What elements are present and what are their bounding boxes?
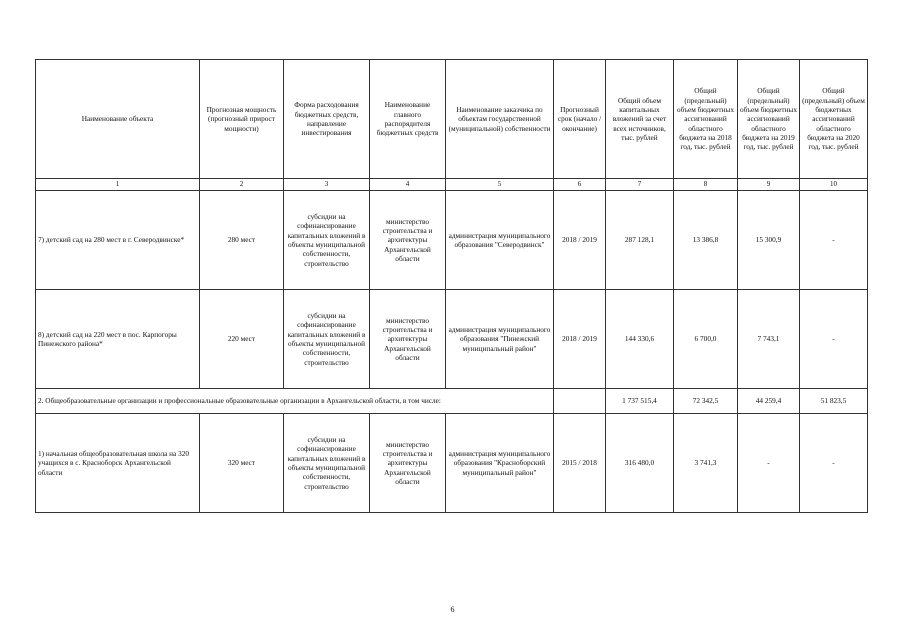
amount-2019: -	[738, 414, 800, 513]
header-cell: Общий объем капитальных вложений за счет всех источников, тыс. рублей	[606, 60, 674, 179]
column-number: 5	[446, 179, 554, 191]
term: 2015 / 2018	[554, 414, 606, 513]
header-cell: Общий (предельный) объем бюджетных ассигнований областного бюджета на 2020 год, тыс. рублей	[800, 60, 868, 179]
header-cell: Общий (предельный) объем бюджетных ассигнований областного бюджета на 2018 год, тыс. рублей	[674, 60, 738, 179]
column-number: 3	[284, 179, 370, 191]
column-number: 9	[738, 179, 800, 191]
header-cell: Наименование заказчика по объектам государственной (муниципальной) собственности	[446, 60, 554, 179]
column-number-row	[36, 179, 868, 191]
column-number: 2	[200, 179, 284, 191]
spending-form: субсидии на софинансирование капитальных вложений в объекты муниципальной собственности, строительство	[284, 414, 370, 513]
total-amount: 287 128,1	[606, 191, 674, 290]
header-row	[36, 60, 868, 179]
header-cell: Форма расходования бюджетных средств, направление инвестирования	[284, 60, 370, 179]
section-2019: 44 259,4	[738, 389, 800, 414]
section-total: 1 737 515,4	[606, 389, 674, 414]
budget-distributor: министерство строительства и архитектуры Архангельской области	[370, 290, 446, 389]
header-cell: Общий (предельный) объем бюджетных ассигнований областного бюджета на 2019 год, тыс. рублей	[738, 60, 800, 179]
spending-form: субсидии на софинансирование капитальных вложений в объекты муниципальной собственности, строительство	[284, 290, 370, 389]
object-name: 7) детский сад на 280 мест в г. Северодвинске*	[36, 191, 200, 290]
column-number: 10	[800, 179, 868, 191]
amount-2018: 13 386,8	[674, 191, 738, 290]
total-amount: 144 330,6	[606, 290, 674, 389]
page-number: 6	[450, 605, 455, 614]
section-row	[36, 389, 868, 414]
customer: администрация муниципального образования "Пинежский муниципальный район"	[446, 290, 554, 389]
customer: администрация муниципального образования "Северодвинск"	[446, 191, 554, 290]
header-cell: Наименование объекта	[36, 60, 200, 179]
amount-2020: -	[800, 290, 868, 389]
amount-2018: 3 741,3	[674, 414, 738, 513]
section-term	[554, 389, 606, 414]
budget-distributor: министерство строительства и архитектуры Архангельской области	[370, 191, 446, 290]
table-row	[36, 191, 868, 290]
term: 2018 / 2019	[554, 290, 606, 389]
header-cell: Прогнозная мощность (прогнозный прирост мощности)	[200, 60, 284, 179]
section-title: 2. Общеобразовательные организации и профессиональные образовательные организации в Архангельской области, в том числе:	[36, 389, 554, 414]
header-cell: Наименование главного распорядителя бюджетных средств	[370, 60, 446, 179]
amount-2020: -	[800, 414, 868, 513]
capacity: 220 мест	[200, 290, 284, 389]
table-row	[36, 414, 868, 513]
amount-2019: 15 300,9	[738, 191, 800, 290]
column-number: 8	[674, 179, 738, 191]
table-row	[36, 290, 868, 389]
amount-2018: 6 700,0	[674, 290, 738, 389]
object-name: 8) детский сад на 220 мест в пос. Карпогоры Пинежского района*	[36, 290, 200, 389]
capacity: 320 мест	[200, 414, 284, 513]
column-number: 7	[606, 179, 674, 191]
amount-2020: -	[800, 191, 868, 290]
spending-form: субсидии на софинансирование капитальных вложений в объекты муниципальной собственности, строительство	[284, 191, 370, 290]
column-number: 4	[370, 179, 446, 191]
column-number: 1	[36, 179, 200, 191]
object-name: 1) начальная общеобразовательная школа на 320 учащихся в с. Красноборск Архангельской области	[36, 414, 200, 513]
capacity: 280 мест	[200, 191, 284, 290]
budget-distributor: министерство строительства и архитектуры Архангельской области	[370, 414, 446, 513]
customer: администрация муниципального образования "Красноборский муниципальный район"	[446, 414, 554, 513]
amount-2019: 7 743,1	[738, 290, 800, 389]
section-2020: 51 823,5	[800, 389, 868, 414]
column-number: 6	[554, 179, 606, 191]
total-amount: 316 480,0	[606, 414, 674, 513]
term: 2018 / 2019	[554, 191, 606, 290]
investment-table	[35, 59, 868, 513]
header-cell: Прогнозный срок (начало / окончание)	[554, 60, 606, 179]
section-2018: 72 342,5	[674, 389, 738, 414]
